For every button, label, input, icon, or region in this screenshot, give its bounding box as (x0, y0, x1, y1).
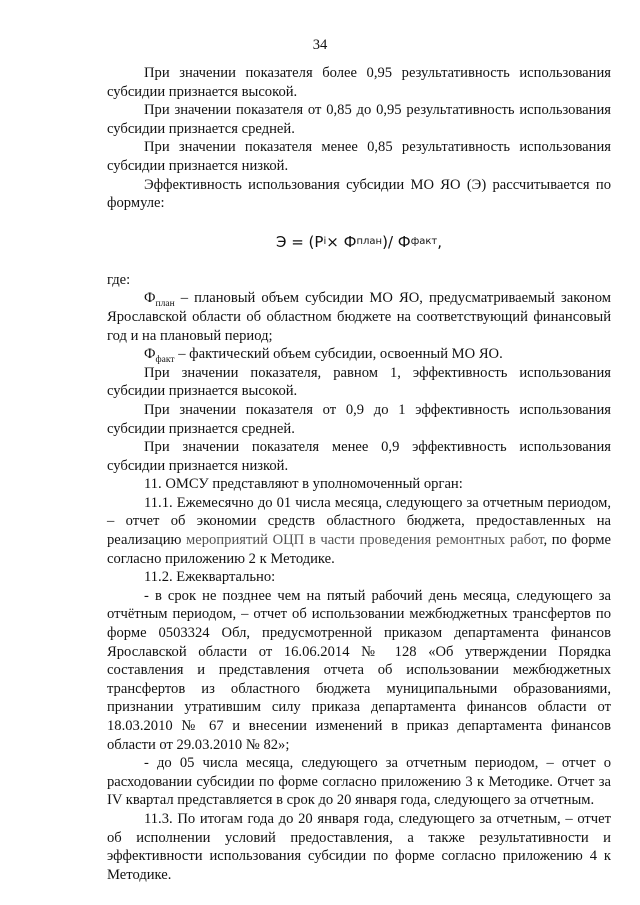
paragraph-low-efficiency: При значении показателя менее 0,9 эффективность использования субсидии признается низкой. (107, 439, 611, 474)
paragraph-low-result: При значении показателя менее 0,85 результативность использования субсидии признается низкой. (107, 139, 611, 174)
formula-sub-fact: факт (410, 236, 438, 248)
paragraph-high-efficiency: При значении показателя, равном 1, эффективность использования субсидии признается высокой. (107, 364, 611, 400)
formula-div: )/ Ф (382, 233, 411, 252)
definition-plan (107, 289, 611, 345)
definition-plan-text: – плановый объем субсидии МО ЯО, предусматриваемый законом Ярославской области об областном бюджете на соответствующий финансовый год и на плановый период; (107, 290, 611, 344)
item-11-1-end: , по форме согласно приложению 2 к Методике. (107, 532, 611, 567)
where-label: где: (107, 271, 131, 288)
item-11: 11. ОМСУ представляют в уполномоченный орган: (144, 476, 463, 493)
paragraph-medium-efficiency: При значении показателя от 0,9 до 1 эффективность использования субсидии признается средней. (107, 401, 611, 437)
paragraph-efficiency-intro: Эффективность использования субсидии МО ЯО (Э) рассчитывается по формуле: (107, 176, 611, 212)
item-11-1 (107, 494, 611, 568)
item-11-2: 11.2. Ежеквартально: (144, 569, 276, 586)
paragraph-medium-result: При значении показателя от 0,85 до 0,95 результативность использования субсидии признается средней. (107, 102, 611, 137)
definition-fact-symbol: Ф (144, 346, 156, 363)
efficiency-formula (107, 213, 611, 271)
item-11-1-highlight: мероприятий ОЦП в части проведения ремонтных работ (186, 532, 544, 549)
definition-fact-sub: факт (155, 355, 175, 366)
item-11-1-start: 11.1. Ежемесячно до 01 числа месяца, следующего за отчетным периодом, – отчет об экономии средств областного бюджета, предоставленных на реализацию (107, 494, 611, 549)
formula-times: × Ф (326, 233, 357, 252)
formula-sub-i: i (323, 236, 327, 248)
formula-sub-plan: план (356, 236, 383, 248)
definition-plan-sub: план (155, 299, 175, 310)
bullet-subsidy-report: - до 05 числа месяца, следующего за отчетным периодом, – отчет о расходовании субсидии по форме согласно приложению 3 к Методике. Отчет за IV квартал представляется в срок до 20 января года, следующего за отчетным. (107, 755, 611, 809)
definition-fact-text: – фактический объем субсидии, освоенный МО ЯО. (174, 346, 503, 363)
definition-plan-symbol: Ф (144, 290, 156, 307)
document-body (107, 64, 611, 884)
formula-end: , (437, 233, 443, 252)
formula-lhs: Э = (P (275, 233, 324, 252)
page-number: 34 (312, 37, 328, 53)
bullet-quarterly-report: - в срок не позднее чем на пятый рабочий день месяца, следующего за отчётным периодом, – отчет об использовании межбюджетных трансфертов по форме 0503324 Обл, предусмотренной приказом департамента финансов Ярославской области от 16.06.2014 № 128 «Об утверждении Порядка составления и представления отчета об использовании межбюджетных трансфертов из областного бюджета муниципальными образованиями, признании утратившим силу приказа департамента финансов области от 18.03.2010 № 67 и внесении изменений в приказ департамента финансов области от 29.03.2010 № 82»; (107, 587, 611, 753)
definition-fact (107, 345, 611, 364)
paragraph-high-result: При значении показателя более 0,95 результативность использования субсидии признается высокой. (107, 65, 611, 100)
item-11-3: 11.3. По итогам года до 20 января года, следующего за отчетным, – отчет об исполнении условий предоставления, а также результативности и эффективности использования субсидии по форме согласно приложению 4 к Методике. (107, 810, 611, 883)
